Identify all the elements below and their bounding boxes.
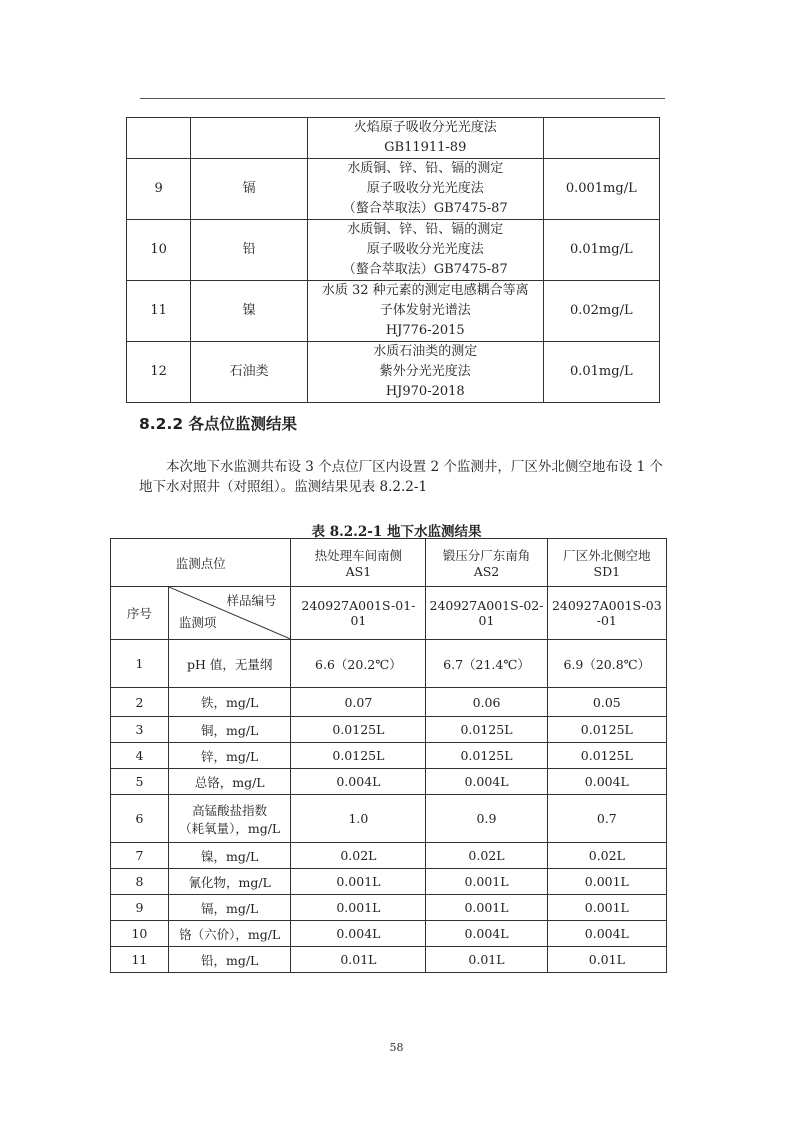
diag-item-label: 监测项 xyxy=(178,615,217,630)
analyte: 石油类 xyxy=(191,342,308,403)
monitoring-item: pH 值，无量纲 xyxy=(168,640,291,688)
table-row xyxy=(111,843,667,869)
detection-limit: 0.01mg/L xyxy=(543,342,659,403)
result-value: 0.001L xyxy=(426,895,547,921)
result-value: 0.01L xyxy=(547,947,666,973)
result-value: 0.001L xyxy=(291,895,426,921)
header-point-label: 监测点位 xyxy=(111,539,291,587)
result-value: 0.001L xyxy=(426,869,547,895)
result-value: 0.004L xyxy=(547,921,666,947)
monitoring-item: 氰化物，mg/L xyxy=(168,869,291,895)
table-row xyxy=(111,869,667,895)
table-row xyxy=(127,118,660,159)
monitoring-item: 高锰酸盐指数 （耗氧量），mg/L xyxy=(168,795,291,843)
row-number: 8 xyxy=(111,869,169,895)
table-row xyxy=(111,947,667,973)
row-number: 9 xyxy=(111,895,169,921)
row-number: 10 xyxy=(111,921,169,947)
point-header: 热处理车间南侧 AS1 xyxy=(291,539,426,587)
table-row xyxy=(111,717,667,743)
table-row xyxy=(111,795,667,843)
row-number: 4 xyxy=(111,743,169,769)
monitoring-item: 总铬，mg/L xyxy=(168,769,291,795)
results-table xyxy=(110,538,667,973)
row-number: 7 xyxy=(111,843,169,869)
monitoring-item: 铁，mg/L xyxy=(168,688,291,717)
method-table xyxy=(126,117,660,403)
result-value: 0.01L xyxy=(291,947,426,973)
result-value: 0.0125L xyxy=(547,743,666,769)
result-value: 6.6（20.2℃） xyxy=(291,640,426,688)
result-value: 0.01L xyxy=(426,947,547,973)
row-number xyxy=(127,118,191,159)
row-number: 11 xyxy=(127,281,191,342)
page-number: 58 xyxy=(389,1041,404,1054)
result-value: 1.0 xyxy=(291,795,426,843)
method: 水质石油类的测定 紫外分光光度法 HJ970-2018 xyxy=(307,342,543,403)
result-value: 0.0125L xyxy=(547,717,666,743)
row-number: 2 xyxy=(111,688,169,717)
row-number: 10 xyxy=(127,220,191,281)
result-value: 0.004L xyxy=(291,769,426,795)
monitoring-item: 铜，mg/L xyxy=(168,717,291,743)
analyte: 镉 xyxy=(191,159,308,220)
result-value: 0.0125L xyxy=(291,743,426,769)
analyte xyxy=(191,118,308,159)
result-value: 0.02L xyxy=(426,843,547,869)
header-rule xyxy=(140,98,665,99)
method: 火焰原子吸收分光光度法 GB11911-89 xyxy=(307,118,543,159)
result-value: 0.004L xyxy=(547,769,666,795)
result-value: 0.7 xyxy=(547,795,666,843)
method: 水质铜、锌、铅、镉的测定 原子吸收分光光度法 （螯合萃取法）GB7475-87 xyxy=(307,159,543,220)
table-row xyxy=(111,769,667,795)
result-value: 0.004L xyxy=(291,921,426,947)
monitoring-item: 锌，mg/L xyxy=(168,743,291,769)
sample-id: 240927A001S-03 -01 xyxy=(547,587,666,640)
point-header: 锻压分厂东南角 AS2 xyxy=(426,539,547,587)
body-paragraph: 本次地下水监测共布设 3 个点位厂区内设置 2 个监测井，厂区外北侧空地布设 1 个地下水对照井（对照组）。监测结果见表 8.2.2-1 xyxy=(139,459,664,495)
detection-limit xyxy=(543,118,659,159)
sample-id: 240927A001S-01- 01 xyxy=(291,587,426,640)
row-number: 11 xyxy=(111,947,169,973)
result-value: 0.004L xyxy=(426,921,547,947)
diag-sample-label: 样品编号 xyxy=(226,593,277,608)
point-header: 厂区外北侧空地 SD1 xyxy=(547,539,666,587)
row-number: 3 xyxy=(111,717,169,743)
table-row xyxy=(127,281,660,342)
row-number: 9 xyxy=(127,159,191,220)
result-value: 0.001L xyxy=(291,869,426,895)
result-value: 0.06 xyxy=(426,688,547,717)
table-caption: 表 8.2.2-1 地下水监测结果 xyxy=(311,524,482,540)
analyte: 镍 xyxy=(191,281,308,342)
row-number: 12 xyxy=(127,342,191,403)
result-value: 0.07 xyxy=(291,688,426,717)
result-value: 0.001L xyxy=(547,869,666,895)
table-row xyxy=(127,342,660,403)
result-value: 0.004L xyxy=(426,769,547,795)
result-value: 0.02L xyxy=(291,843,426,869)
result-value: 0.0125L xyxy=(426,743,547,769)
col-no-header: 序号 xyxy=(111,587,169,640)
table-row xyxy=(111,895,667,921)
monitoring-item: 镉，mg/L xyxy=(168,895,291,921)
monitoring-item: 铬（六价），mg/L xyxy=(168,921,291,947)
result-value: 0.9 xyxy=(426,795,547,843)
table-row xyxy=(111,640,667,688)
row-number: 5 xyxy=(111,769,169,795)
row-number: 6 xyxy=(111,795,169,843)
method: 水质铜、锌、铅、镉的测定 原子吸收分光光度法 （螯合萃取法）GB7475-87 xyxy=(307,220,543,281)
result-value: 0.02L xyxy=(547,843,666,869)
result-value: 0.05 xyxy=(547,688,666,717)
sample-id: 240927A001S-02- 01 xyxy=(426,587,547,640)
monitoring-item: 铅，mg/L xyxy=(168,947,291,973)
result-value: 6.7（21.4℃） xyxy=(426,640,547,688)
diagonal-header-cell xyxy=(168,587,291,640)
table-row xyxy=(127,159,660,220)
result-value: 6.9（20.8℃） xyxy=(547,640,666,688)
table-row xyxy=(111,921,667,947)
detection-limit: 0.001mg/L xyxy=(543,159,659,220)
method: 水质 32 种元素的测定电感耦合等离 子体发射光谱法 HJ776-2015 xyxy=(307,281,543,342)
detection-limit: 0.02mg/L xyxy=(543,281,659,342)
analyte: 铅 xyxy=(191,220,308,281)
row-number: 1 xyxy=(111,640,169,688)
monitoring-item: 镍，mg/L xyxy=(168,843,291,869)
table-row xyxy=(111,743,667,769)
table-row xyxy=(111,688,667,717)
result-value: 0.001L xyxy=(547,895,666,921)
detection-limit: 0.01mg/L xyxy=(543,220,659,281)
section-title: 8.2.2 各点位监测结果 xyxy=(139,415,298,433)
table-row xyxy=(127,220,660,281)
result-value: 0.0125L xyxy=(426,717,547,743)
result-value: 0.0125L xyxy=(291,717,426,743)
